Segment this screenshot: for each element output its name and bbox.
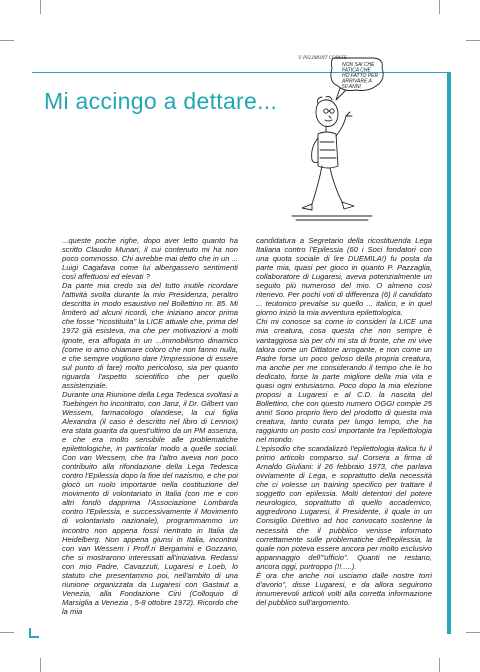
crop-mark-bottom-left-vertical [40,658,41,672]
bubble-line-5: 50 ANNI [342,84,361,90]
crop-mark-top-left-horizontal [0,40,14,41]
cartoon-drawing [272,56,396,228]
cartoon-illustration [272,56,396,228]
cartoon-signature: © PELIMONT CORSTE [298,56,347,61]
bubble-line-3: HO FATTO PER [342,73,379,79]
paragraph: Durante una Riunione della Lega Tedesca svoltasi a Tuebingen ho incontrato, con Janz, il Dr. Gilbert van Wessem, farmacologo olandese, la cui figlia Alexandra (il caso è descritto nel libro di Lennox) era stata guarita da quest'ultimo da un PM assenza, e che era molto sensibile alle problematiche epilettologiche, in particolar modo a quelle sociali. Con van Wessem, che tra l'altro aveva non poco contribuito alla rifondazione della Lega Tedesca contro l'Epilessia dopo la fine del nazismo, e che poi giocò un ruolo importante nella costituzione del movimento di volontariato in Italia (con me e con altri fondò dapprima l'Associazione Lombarda contro l'Epilessia, e successivamente il Movimento di volontariato nazionale), programmammo un incontro non appena fossi rientrato in Italia da Heidelberg. Non appena giunsi in Italia, incontrai con van Wessem i Proff.ri Bergamini e Gozzano, che si mostrarono interessati all'iniziativa. Redassi con mio Padre, Cavazzuti, Lugaresi e Loeb, lo statuto che presentammo poi, nell'ambito di una riunione organizzata da Lugaresi con Gastaut a Venezia, alla Fondazione Cini (Colloquio di Marsiglia a Venezia , 5-8 ottobre 1972). Ricordo che la mia [62,389,238,616]
crop-mark-top-right-vertical [439,0,440,14]
frame-corner-mark [29,628,39,638]
crop-mark-top-left-vertical [40,0,41,14]
article-column-left [62,236,238,616]
paragraph: candidatura a Segretario della ricostituenda Lega Italiana contro l'Epilessia (60 i Soci fondatori con una quota sociale di lire DUEMILA!) fu posta da parte mia, quasi per gioco in quanto P. Pazzaglia, collaboratore di Lugaresi, aveva potenzialmente un seguito più numeroso del mio. O almeno così ritenevo. Per pochi voti di differenza (6) il candidato ... teutonico prevalse su quello ... italico, e in quel giorno iniziò la mia avventura epilettologica. [256,236,432,318]
bubble-line-1: NON SAI CHE [342,62,375,68]
paragraph: Chi mi conosce sa come io consideri la LICE una mia creatura, cosa questa che non sempre è vantaggiosa sia per chi mi sta di fronte, che mi vive talora come un Dittatore arrogante, e non come un Padre forse un poco geloso della propria creatura, ma anche per me considerando il tempo che le ho dedicato, forse la parte migliore della mia vita e quasi ogni entusiasmo. Poco dopo la mia elezione proposi a Lugaresi e al C.D. la nascita del Bollettino, che con questo numero OGGI compie 25 anni! Sono proprio fiero del prodotto di questa mia creatura, tanto curata per lungo tempo, che ha raggiunto un posto così importante tra l'epilettologia nel mondo. [256,317,432,445]
article-column-right [256,236,432,607]
bubble-line-2: FATICA CHE [342,67,371,74]
paragraph: ...queste poche righe, dopo aver letto quanto ha scritto Claudio Munari, il cui contenuto mi ha non poco commosso. Chi avrebbe mai detto che in un ... Luigi Cagafava come lui albergassero sentimenti così affettuosi ed elevati ? [62,236,238,282]
bubble-line-4: ARRIVARE A [342,78,372,85]
page-title: Mi accingo a dettare... [44,88,278,114]
crop-mark-bottom-right-horizontal [466,632,480,633]
crop-mark-bottom-right-vertical [439,658,440,672]
paragraph: È ora che anche noi usciamo dalle nostre torri d'avorio", disse Lugaresi, e da allora seguirono innumerevoli articoli volti alla corretta informazione del pubblico sull'argomento. [256,570,432,607]
crop-mark-bottom-left-horizontal [0,632,14,633]
paragraph: L'episodio che scandalizzò l'epilettologia italica fu il primo articolo comparso sul Corsera a firma di Arnaldo Giuliani: il 26 febbraio 1973, che parlava ovviamente di Lega, e soprattutto della necessità che ci volesse un training specifico per trattare il soggetto con epilessia. Molti detentori del potere neurologico, soprattutto di quello accademico, aggredirono Lugaresi, il Presidente, il quale in un Consiglio Direttivo ad hoc convocato sostenne la necessità che il pubblico venisse informato correttamente sulle problematiche dell'epilessia, la quale non poteva essere ancora per molto esclusivo appannaggio dell'"ufficio". Quanti ne restano, ancora oggi, purtroppo (!!.....). [256,444,432,571]
crop-mark-top-right-horizontal [466,40,480,41]
paragraph: Da parte mia credo sia del tutto inutile ricordare l'attività svolta durante la mio Presidenza, peraltro descritta in modo esaustivo nel Bollettino nr. 85. Mi limiterò ad alcuni ricordi, che iniziano ancor prima che fosse "ricostituita" la LICE attuale che, prima del 1972 già esisteva, ma che per motivazioni a molti ignote, era affogata in un ...immobilismo dinamico (come io amo chiamare coloro che non fanno nulla, e che sempre vogliono dare l'impressione di essere sul punto di fare) molto pericoloso, sia per quanto riguarda l'aspetto scientifico che per quello assistenziale. [62,281,238,390]
